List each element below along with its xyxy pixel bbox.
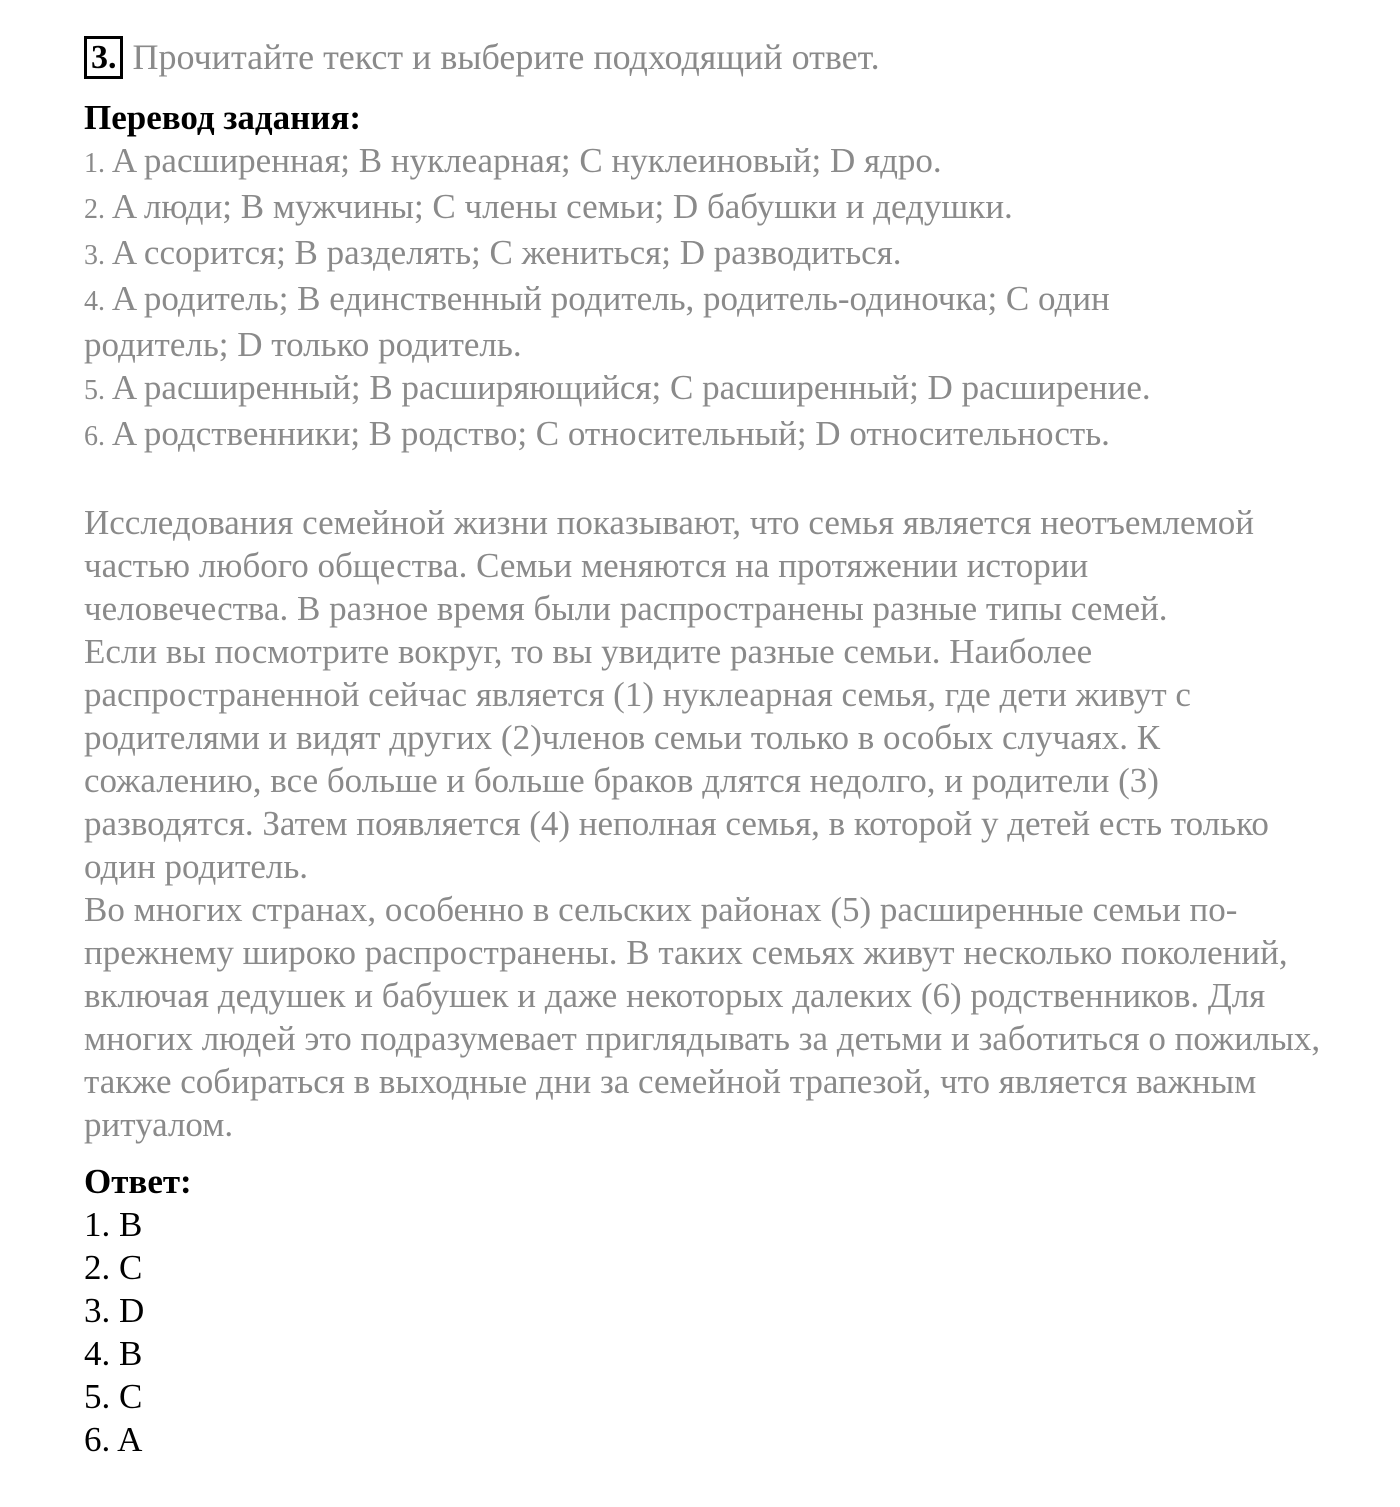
translation-heading: Перевод задания:	[84, 98, 362, 137]
passage-paragraph: Если вы посмотрите вокруг, то вы увидите разные семьи. Наиболее распространенной сейчас является (1) нуклеарная семья, где дети живут с родителями и видят других (2)членов семьи только в особых случаях. К сожалению, все больше и больше браков длятся недолго, и родители (3) разводятся. Затем появляется (4) неполная семья, в которой у детей есть только один родитель.	[84, 632, 1269, 886]
answer-item: 2. C	[84, 1248, 143, 1287]
translation-line: 4. A родитель; B единственный родитель, родитель-одиночка; C один родитель; D только родитель.	[84, 279, 1110, 364]
translation-list	[84, 139, 1374, 458]
translation-line: 6. A родственники; B родство; C относительный; D относительность.	[84, 414, 1110, 453]
answer-item: 3. D	[84, 1291, 145, 1330]
task-header	[84, 30, 1374, 84]
answer-heading: Ответ:	[84, 1162, 192, 1201]
answer-list	[84, 1203, 1374, 1461]
passage-paragraph: Во многих странах, особенно в сельских районах (5) расширенные семьи по-прежнему широко распространены. В таких семьях живут несколько поколений, включая дедушек и бабушек и даже некоторых далеких (6) родственников. Для многих людей это подразумевает приглядывать за детьми и заботиться о пожилых, также собираться в выходные дни за семейной трапезой, что является важным ритуалом.	[84, 890, 1321, 1144]
passage-text	[84, 501, 1374, 1146]
task-instruction: Прочитайте текст и выберите подходящий ответ.	[132, 37, 880, 77]
translation-line: 1. A расширенная; B нуклеарная; C нуклеиновый; D ядро.	[84, 141, 942, 180]
answer-item: 1. B	[84, 1205, 143, 1244]
answer-item: 5. C	[84, 1377, 143, 1416]
task-number: 3.	[84, 36, 123, 79]
translation-line: 5. A расширенный; B расширяющийся; C расширенный; D расширение.	[84, 368, 1151, 407]
answer-item: 4. B	[84, 1334, 143, 1373]
translation-line: 3. A ссорится; B разделять; C жениться; D разводиться.	[84, 233, 902, 272]
translation-line: 2. A люди; B мужчины; C члены семьи; D бабушки и дедушки.	[84, 187, 1013, 226]
passage-paragraph: Исследования семейной жизни показывают, что семья является неотъемлемой частью любого общества. Семьи меняются на протяжении истории человечества. В разное время были распространены разные типы семей.	[84, 503, 1254, 628]
page-content	[84, 30, 1374, 1461]
answer-item: 6. A	[84, 1420, 143, 1459]
